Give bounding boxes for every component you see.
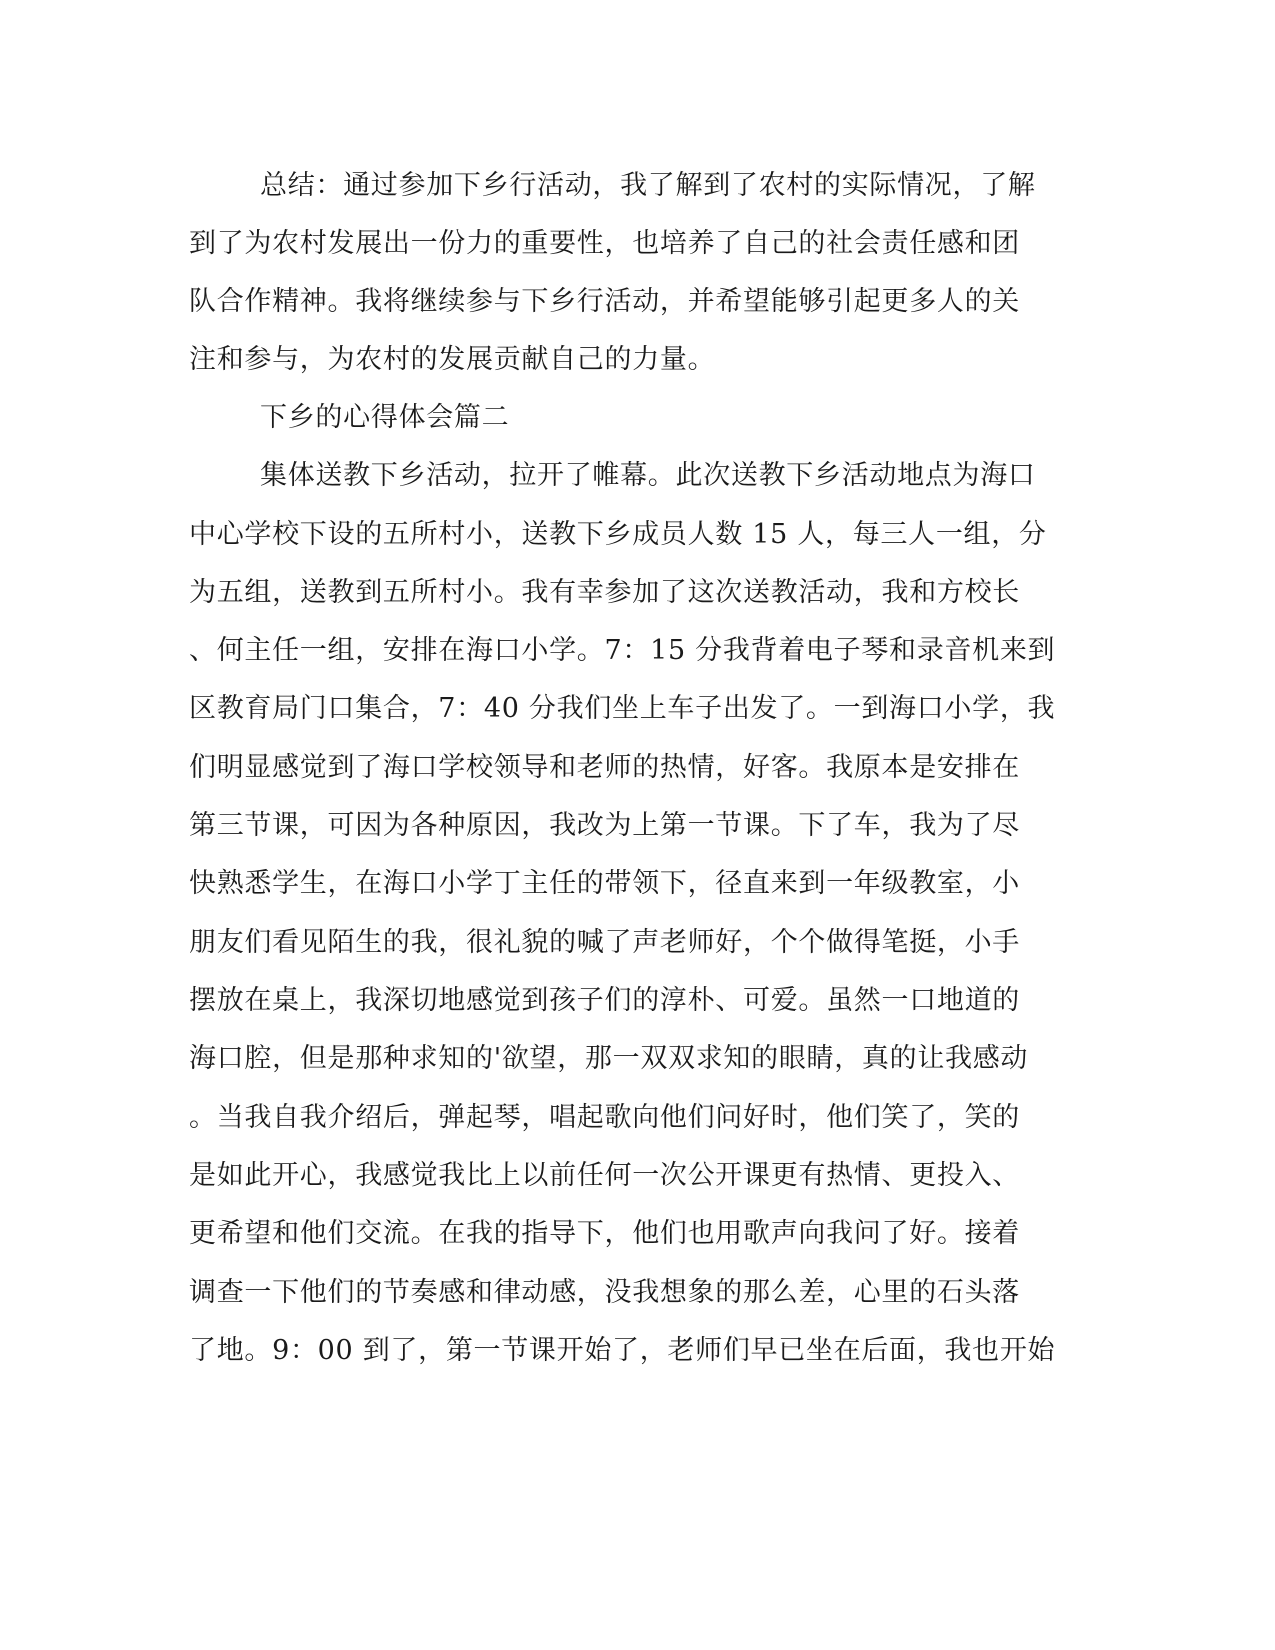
text-line: 调查一下他们的节奏感和律动感，没我想象的那么差，心里的石头落 (189, 1277, 1020, 1308)
text-line: 总结：通过参加下乡行活动，我了解到了农村的实际情况，了解 (260, 170, 1036, 201)
text-line: 注和参与，为农村的发展贡献自己的力量。 (189, 344, 716, 375)
text-line: 到了为农村发展出一份力的重要性，也培养了自己的社会责任感和团 (189, 228, 1020, 259)
text-line: 是如此开心，我感觉我比上以前任何一次公开课更有热情、更投入、 (189, 1160, 1020, 1191)
text-line: 第三节课，可因为各种原因，我改为上第一节课。下了车，我为了尽 (189, 810, 1020, 841)
text-line: 快熟悉学生，在海口小学丁主任的带领下，径直来到一年级教室，小 (189, 868, 1020, 899)
text-line: 。当我自我介绍后，弹起琴，唱起歌向他们问好时，他们笑了，笑的 (189, 1102, 1020, 1133)
text-line: 队合作精神。我将继续参与下乡行活动，并希望能够引起更多人的关 (189, 286, 1020, 317)
text-line: 海口腔，但是那种求知的'欲望，那一双双求知的眼睛，真的让我感动 (189, 1043, 1029, 1074)
text-line: 为五组，送教到五所村小。我有幸参加了这次送教活动，我和方校长 (189, 577, 1020, 608)
text-line: 们明显感觉到了海口学校领导和老师的热情，好客。我原本是安排在 (189, 752, 1020, 783)
text-line: 朋友们看见陌生的我，很礼貌的喊了声老师好，个个做得笔挺，小手 (189, 927, 1020, 958)
text-line: 中心学校下设的五所村小，送教下乡成员人数 15 人，每三人一组，分 (189, 519, 1047, 550)
text-line: 了地。9：00 到了，第一节课开始了，老师们早已坐在后面，我也开始 (189, 1335, 1056, 1366)
section-heading: 下乡的心得体会篇二 (260, 402, 510, 433)
text-line: 摆放在桌上，我深切地感觉到孩子们的淳朴、可爱。虽然一口地道的 (189, 985, 1020, 1016)
text-line: 更希望和他们交流。在我的指导下，他们也用歌声向我问了好。接着 (189, 1218, 1020, 1249)
text-line: 、何主任一组，安排在海口小学。7：15 分我背着电子琴和录音机来到 (189, 635, 1056, 666)
text-line: 区教育局门口集合，7：40 分我们坐上车子出发了。一到海口小学，我 (189, 693, 1056, 724)
text-line: 集体送教下乡活动，拉开了帷幕。此次送教下乡活动地点为海口 (260, 460, 1036, 491)
